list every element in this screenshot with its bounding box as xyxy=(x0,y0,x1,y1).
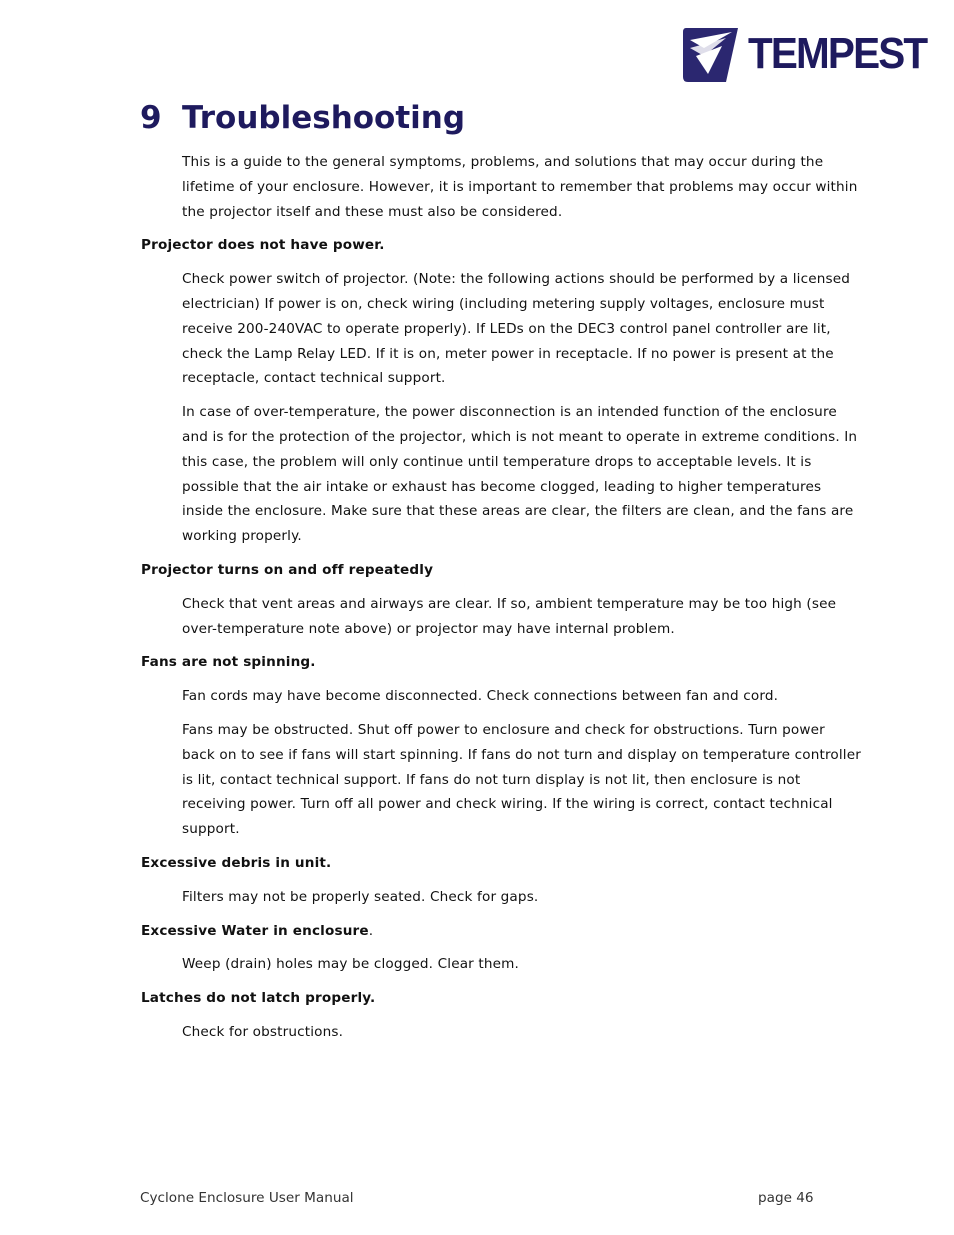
tempest-logo xyxy=(682,26,927,86)
section-heading-water-suffix: . xyxy=(368,922,374,939)
section-heading-debris: Excessive debris in unit. xyxy=(141,854,332,871)
section-heading-water: Excessive Water in enclosure xyxy=(141,922,369,939)
page-content xyxy=(141,150,861,1054)
section-paragraph: Fan cords may have become disconnected. Check connections between fan and cord. xyxy=(182,688,779,705)
tempest-logo-icon xyxy=(682,26,740,84)
section-heading-no-power: Projector does not have power. xyxy=(141,237,385,254)
section-paragraph: In case of over-temperature, the power disconnection is an intended function of the enclosure and is for the protection of the projector, which is not meant to operate in extreme conditions. In this case, the problem will only continue until temperature drops to acceptable levels. It is possible that the air intake or exhaust has become clogged, leading to higher temperatures inside the enclosure. Make sure that these areas are clear, the filters are clean, and the fans are working properly. xyxy=(182,404,858,545)
chapter-number: 9 xyxy=(140,100,162,136)
section-heading-water-wrapper xyxy=(141,919,861,944)
section-paragraph: Weep (drain) holes may be clogged. Clear them. xyxy=(182,956,520,973)
intro-paragraph: This is a guide to the general symptoms, problems, and solutions that may occur during the lifetime of your enclosure. However, it is important to remember that problems may occur within the projector itself and these must also be considered. xyxy=(182,154,858,220)
section-paragraph: Check power switch of projector. (Note: the following actions should be performed by a licensed electrician) If power is on, check wiring (including metering supply voltages, enclosure must receive 200-240VAC to operate properly). If LEDs on the DEC3 control panel controller are lit, check the Lamp Relay LED. If it is on, meter power in receptacle. If no power is present at the receptacle, contact technical support. xyxy=(182,271,851,387)
footer-page-number: page 46 xyxy=(758,1190,814,1206)
section-paragraph: Check for obstructions. xyxy=(182,1023,344,1040)
logo-wordmark: TEMPEST xyxy=(748,29,927,78)
chapter-title-text: Troubleshooting xyxy=(182,100,466,136)
section-heading-on-off: Projector turns on and off repeatedly xyxy=(141,561,434,578)
section-heading-latches: Latches do not latch properly. xyxy=(141,990,376,1007)
footer-manual-title: Cyclone Enclosure User Manual xyxy=(140,1190,354,1206)
section-paragraph: Filters may not be properly seated. Check for gaps. xyxy=(182,888,539,905)
section-heading-fans: Fans are not spinning. xyxy=(141,654,316,671)
section-paragraph: Check that vent areas and airways are clear. If so, ambient temperature may be too high (see over-temperature note above) or projector may have internal problem. xyxy=(182,595,837,637)
chapter-title xyxy=(140,96,465,140)
section-paragraph: Fans may be obstructed. Shut off power to enclosure and check for obstructions. Turn power back on to see if fans will start spinning. If fans do not turn and display on temperature controller is lit, contact technical support. If fans do not turn display is not lit, then enclosure is not receiving power. Turn off all power and check wiring. If the wiring is correct, contact technical support. xyxy=(182,721,861,838)
